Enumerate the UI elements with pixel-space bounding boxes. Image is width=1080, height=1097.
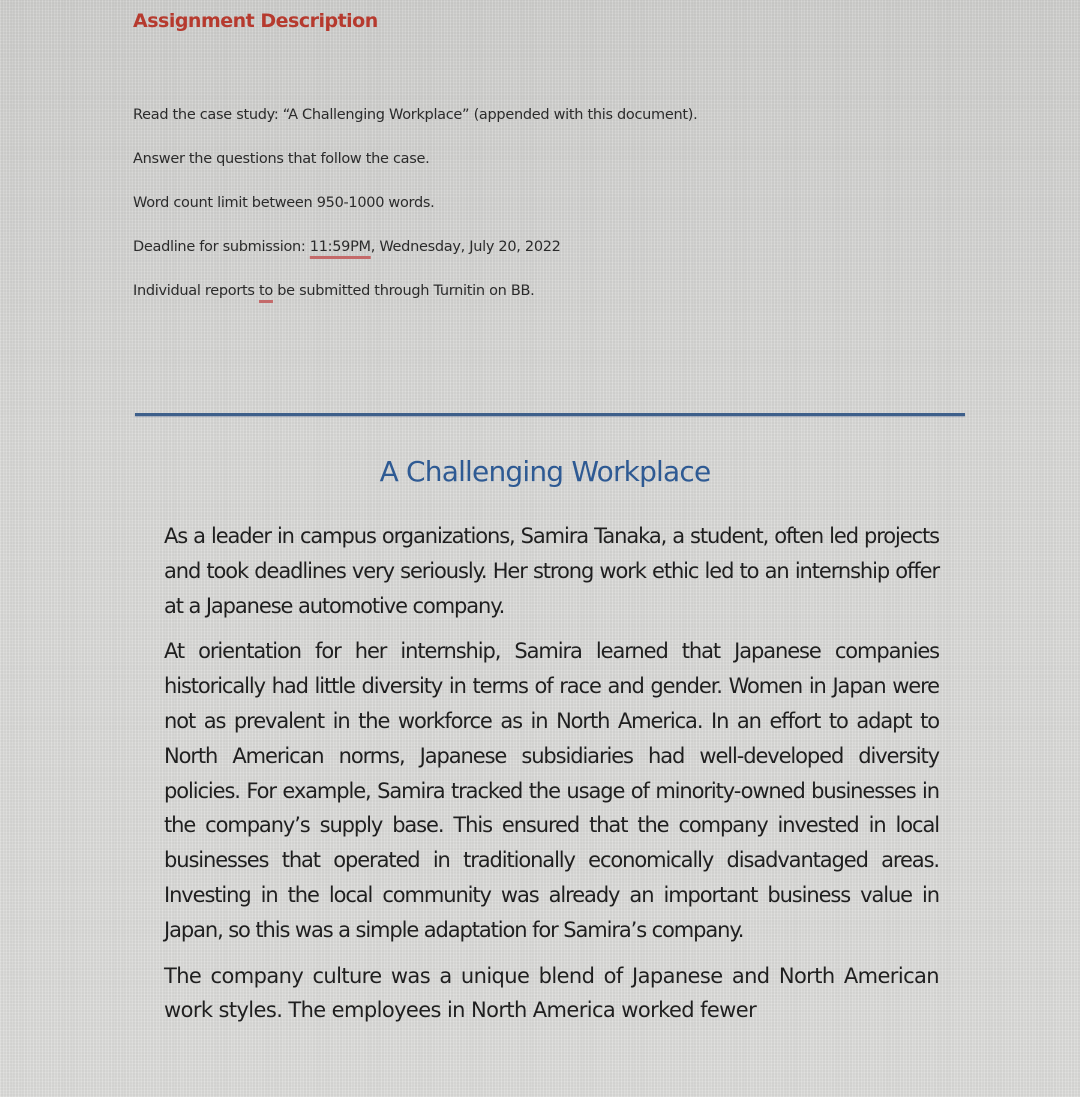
case-study-body <box>164 519 939 1039</box>
submission-text-start: Individual reports <box>133 283 259 299</box>
case-paragraph: The company culture was a unique blend of Japanese and North American work styles. The employees in North America worked fewer <box>164 963 939 1023</box>
assignment-heading: Assignment Description <box>133 10 378 32</box>
instruction-read-case: Read the case study: “A Challenging Workplace” (appended with this document). <box>133 107 698 123</box>
submission-word-flagged[interactable]: to <box>258 283 273 299</box>
instruction-answer-questions: Answer the questions that follow the case. <box>133 151 430 167</box>
deadline-date: , Wednesday, July 20, 2022 <box>370 239 561 255</box>
case-study-title: A Challenging Workplace <box>379 455 711 488</box>
deadline-time-flagged[interactable]: 11:59PM <box>309 239 371 255</box>
instruction-submission <box>133 278 697 322</box>
section-divider <box>135 413 965 416</box>
case-paragraph: At orientation for her internship, Samira learned that Japanese companies historically had little diversity in terms of race and gender. Women in Japan were not as prevalent in the workforce as in North America. In an effort to adapt to North American norms, Japanese subsidiaries had well-developed diversity policies. For example, Samira tracked the usage of minority-owned businesses in the company’s supply base. This ensured that the company invested in local businesses that operated in traditionally economically disadvantaged areas. Investing in the local community was already an important business value in Japan, so this was a simple adaptation for Samira’s company. <box>164 639 939 942</box>
deadline-label: Deadline for submission: <box>133 239 310 255</box>
submission-text-end: be submitted through Turnitin on BB. <box>272 283 535 299</box>
case-paragraph: As a leader in campus organizations, Samira Tanaka, a student, often led projects and took deadlines very seriously. Her strong work ethic led to an internship offer at a Japanese automotive company. <box>164 524 939 618</box>
instruction-word-count: Word count limit between 950-1000 words. <box>133 195 435 211</box>
instruction-deadline <box>133 234 697 278</box>
instructions-list <box>133 102 697 322</box>
